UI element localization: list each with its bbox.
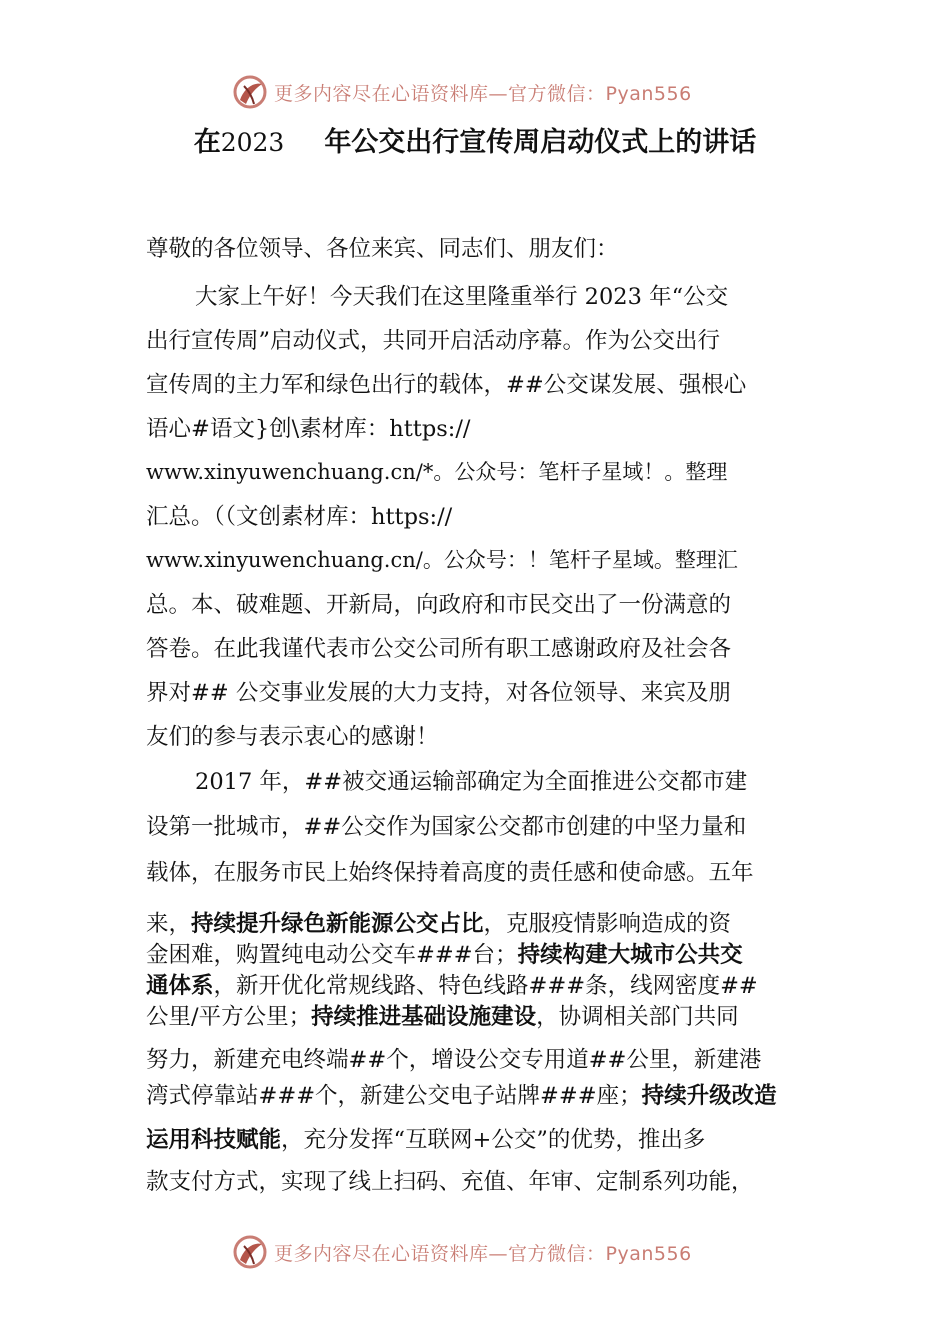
logo-icon xyxy=(232,1234,268,1270)
document-title xyxy=(0,120,950,159)
highlight-phrase: 运用科技赋能 xyxy=(146,1127,282,1153)
watermark-id: Pyan556 xyxy=(605,1242,692,1265)
watermark-id: Pyan556 xyxy=(605,82,692,105)
paragraph-3-line: 金困难，购置纯电动公交车###台；持续构建大城市公共交 xyxy=(146,942,743,968)
highlight-phrase: 持续提升绿色新能源公交占比 xyxy=(191,911,484,937)
paragraph-1-line: 界对## 公交事业发展的大力支持，对各位领导、来宾及朋 xyxy=(146,680,731,706)
paragraph-1-line: www.xinyuwenchuang.cn/*。公众号：笔杆子星域！。整理 xyxy=(146,460,728,484)
watermark-text: 更多内容尽在心语资料库—官方微信：Pyan556 xyxy=(274,1242,692,1265)
paragraph-1-line: 语心#语文}创\素材库：https:// xyxy=(146,416,471,442)
watermark-text: 更多内容尽在心语资料库—官方微信：Pyan556 xyxy=(274,82,692,105)
paragraph-1-line: 大家上午好！今天我们在这里隆重举行 2023 年“公交 xyxy=(195,284,729,310)
title-prefix: 在 xyxy=(193,127,221,158)
salutation: 尊敬的各位领导、各位来宾、同志们、朋友们： xyxy=(146,236,619,262)
paragraph-3-line: 努力，新建充电终端##个，增设公交专用道##公里，新建港 xyxy=(146,1047,762,1073)
paragraph-3-line: 湾式停靠站###个，新建公交电子站牌###座；持续升级改造 xyxy=(146,1083,777,1109)
paragraph-2-line: 载体，在服务市民上始终保持着高度的责任感和使命感。五年 xyxy=(146,860,754,886)
paragraph-3-line: 款支付方式，实现了线上扫码、充值、年审、定制系列功能， xyxy=(146,1169,754,1195)
watermark-header xyxy=(232,74,692,110)
highlight-phrase: 持续构建大城市公共交 xyxy=(517,942,743,968)
title-text: 年公交出行宣传周启动仪式上的讲话 xyxy=(324,127,757,158)
paragraph-1-line: 宣传周的主力军和绿色出行的载体，##公交谋发展、强根心 xyxy=(146,372,747,398)
highlight-phrase: 持续升级改造 xyxy=(641,1083,777,1109)
logo-icon xyxy=(232,74,268,110)
paragraph-3-line: 通体系，新开优化常规线路、特色线路###条，线网密度## xyxy=(146,973,758,999)
paragraph-2-line: 设第一批城市，##公交作为国家公交都市创建的中坚力量和 xyxy=(146,814,747,840)
title-year: 2023 xyxy=(220,128,285,157)
paragraph-1-line: 总。本、破难题、开新局，向政府和市民交出了一份满意的 xyxy=(146,592,732,618)
paragraph-1-line: 答卷。在此我谨代表市公交公司所有职工感谢政府及社会各 xyxy=(146,636,732,662)
paragraph-1-line: 出行宣传周”启动仪式，共同开启活动序幕。作为公交出行 xyxy=(146,328,721,354)
highlight-phrase: 持续推进基础设施建设 xyxy=(311,1004,537,1030)
paragraph-1-line: 友们的参与表示衷心的感谢！ xyxy=(146,724,439,750)
paragraph-2-line: 2017 年，##被交通运输部确定为全面推进公交都市建 xyxy=(195,769,748,795)
paragraph-3-line: 公里/平方公里；持续推进基础设施建设，协调相关部门共同 xyxy=(146,1004,739,1030)
highlight-phrase: 通体系 xyxy=(146,973,214,999)
paragraph-3-line: 来，持续提升绿色新能源公交占比，克服疫情影响造成的资 xyxy=(146,911,732,937)
paragraph-1-line: www.xinyuwenchuang.cn/。公众号：！笔杆子星域。整理汇 xyxy=(146,548,738,572)
paragraph-3-line: 运用科技赋能，充分发挥“互联网+公交”的优势，推出多 xyxy=(146,1127,706,1153)
paragraph-1-line: 汇总。（（文创素材库：https:// xyxy=(146,504,453,530)
watermark-footer xyxy=(232,1234,692,1270)
